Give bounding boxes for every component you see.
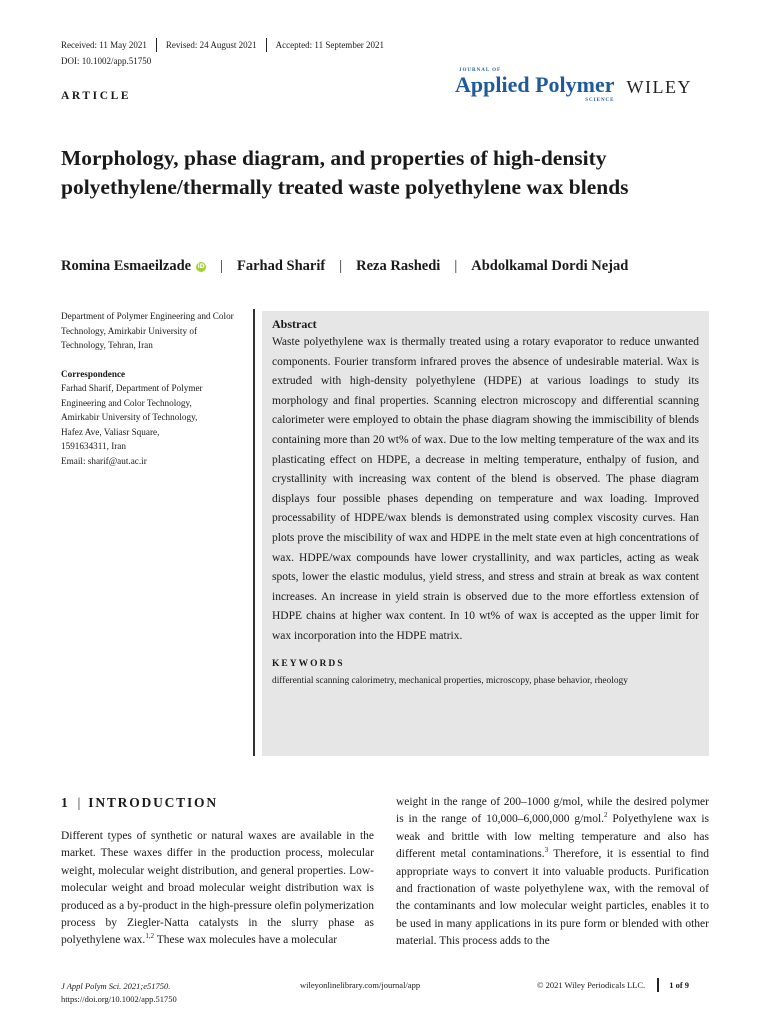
section-heading bbox=[61, 795, 218, 811]
citation[interactable]: 3 bbox=[544, 846, 549, 855]
citation[interactable]: 1,2 bbox=[145, 932, 155, 941]
body-paragraph: weight in the range of 200–1000 g/mol, while the desired polymer is in the range of 10,000–6,000,000 g/mol. bbox=[396, 796, 709, 826]
footer-divider bbox=[657, 978, 659, 992]
abstract-text: Waste polyethylene wax is thermally treated using a rotary evaporator to reduce unwanted components. Fourier transform infrared proves the absence of undesirable material. Wax is extruded with high-density polyethylene (HDPE) at various loadings to study its morphology and final properties. Scanning electron microscopy and differential scanning calorimeter were employed to obtain the phase diagram showing the immiscibility of blends containing more than 20 wt% of wax. Due to the low melting temperature of the wax and its plasticating effect on HDPE, a decrease in melting temperature, enthalpy of fusion, and crystallinity with increasing wax content of the blend is observed. The phase diagram displays four possible phases depending on temperature and wax loading. Improved processability of HDPE/wax blends is demonstrated using complex viscosity curves. Han plots prove the miscibility of wax and HDPE in the melt state even at high concentrations of wax. HDPE/wax compounds have lower crystallinity, and wax particles, acting as weak spots, lower the elastic modulus, yield stress, and stress and strain at break as wax content increases. An increase in yield strain is observed due to the more effortless extension of HDPE chains at higher wax content. In 10 wt% of wax is accepted as the upper limit for wax incorporation into the HDPE matrix. bbox=[272, 336, 699, 642]
author-name[interactable]: Reza Rashedi bbox=[356, 258, 441, 274]
journal-website[interactable]: wileyonlinelibrary.com/journal/app bbox=[300, 980, 421, 990]
received-date: Received: 11 May 2021 bbox=[61, 40, 147, 50]
page-number: 1 of 9 bbox=[669, 980, 690, 990]
body-paragraph: Therefore, it is essential to find appropriate ways to convert it into valuable products. Purification and fractionation of waste polyethylene wax, with the removal of the contaminants and low molecular weight particles, enables it to be used in many applications in its pure form or blended with other material. This process adds to the bbox=[396, 848, 709, 948]
author-separator: | bbox=[454, 258, 458, 274]
correspondence-line: Hafez Ave, Valiasr Square, bbox=[61, 426, 160, 437]
paper-title: Morphology, phase diagram, and properties of high-density polyethylene/thermally treated waste polyethylene wax blends bbox=[61, 146, 629, 199]
author-name[interactable]: Romina Esmaeilzade bbox=[61, 258, 192, 274]
doi-link[interactable]: https://doi.org/10.1002/app.51750 bbox=[61, 994, 177, 1004]
journal-logo bbox=[455, 68, 692, 103]
date-divider bbox=[156, 38, 157, 52]
correspondence-line: Engineering and Color Technology, bbox=[61, 397, 192, 408]
section-separator: | bbox=[77, 795, 81, 810]
doi[interactable]: DOI: 10.1002/app.51750 bbox=[61, 56, 152, 66]
body-paragraph: These wax molecules have a molecular bbox=[154, 934, 338, 947]
orcid-icon[interactable]: iD bbox=[197, 262, 205, 270]
body-column-right bbox=[396, 794, 709, 951]
author-list bbox=[61, 258, 721, 275]
section-number: 1 bbox=[61, 795, 70, 810]
body-paragraph: Different types of synthetic or natural waxes are available in the market. These waxes differ in the production process, molecular weight, molecular weight distribution, and general properties. Low-molecular weight and broad molecular weight distribution wax is produced as a by-product in the high-pressure olefin polymerization process by Ziegler-Natta catalysts in the slurry phase as polyethylene wax. bbox=[61, 830, 374, 947]
journal-logo-bottom: SCIENCE bbox=[585, 98, 615, 103]
affiliation-column bbox=[61, 309, 241, 468]
publication-dates bbox=[61, 38, 384, 52]
date-divider bbox=[266, 38, 267, 52]
correspondence-heading: Correspondence bbox=[61, 368, 126, 379]
body-paragraph: Polyethylene wax is weak and brittle with low melting temperature and also has different metal contaminations. bbox=[396, 813, 710, 861]
correspondence-line: Farhad Sharif, Department of Polymer bbox=[61, 383, 203, 393]
accepted-date: Accepted: 11 September 2021 bbox=[275, 40, 385, 50]
article-type: ARTICLE bbox=[61, 90, 132, 102]
correspondence-line: 1591634311, Iran bbox=[61, 441, 126, 451]
journal-citation: J Appl Polym Sci. 2021;e51750. bbox=[61, 981, 171, 991]
revised-date: Revised: 24 August 2021 bbox=[165, 40, 257, 50]
journal-name: JOURNAL OF Applied Polymer SCIENCE bbox=[455, 68, 615, 103]
correspondence bbox=[61, 367, 241, 469]
body-column-left bbox=[61, 828, 374, 950]
abstract-divider bbox=[253, 309, 255, 756]
author-name[interactable]: Farhad Sharif bbox=[237, 258, 326, 274]
affiliation: Department of Polymer Engineering and Color Technology, Amirkabir University of Technology, Tehran, Iran bbox=[61, 311, 234, 350]
author-name[interactable]: Abdolkamal Dordi Nejad bbox=[471, 258, 629, 274]
keywords-heading: KEYWORDS bbox=[272, 658, 345, 669]
footer-right bbox=[537, 978, 689, 992]
section-title: INTRODUCTION bbox=[88, 795, 218, 810]
journal-logo-top: JOURNAL OF bbox=[459, 68, 502, 73]
keywords: differential scanning calorimetry, mechanical properties, microscopy, phase behavior, rheology bbox=[272, 675, 628, 686]
publisher-logo: WILEY bbox=[626, 77, 692, 97]
author-separator: | bbox=[339, 258, 343, 274]
copyright: © 2021 Wiley Periodicals LLC. bbox=[537, 980, 646, 990]
abstract-box bbox=[262, 311, 709, 756]
author-separator: | bbox=[220, 258, 223, 274]
citation[interactable]: 2 bbox=[604, 811, 608, 820]
abstract-heading: Abstract bbox=[272, 317, 317, 331]
correspondence-email[interactable]: Email: sharif@aut.ac.ir bbox=[61, 455, 147, 466]
footer-citation bbox=[61, 980, 177, 1006]
correspondence-line: Amirkabir University of Technology, bbox=[61, 412, 198, 422]
